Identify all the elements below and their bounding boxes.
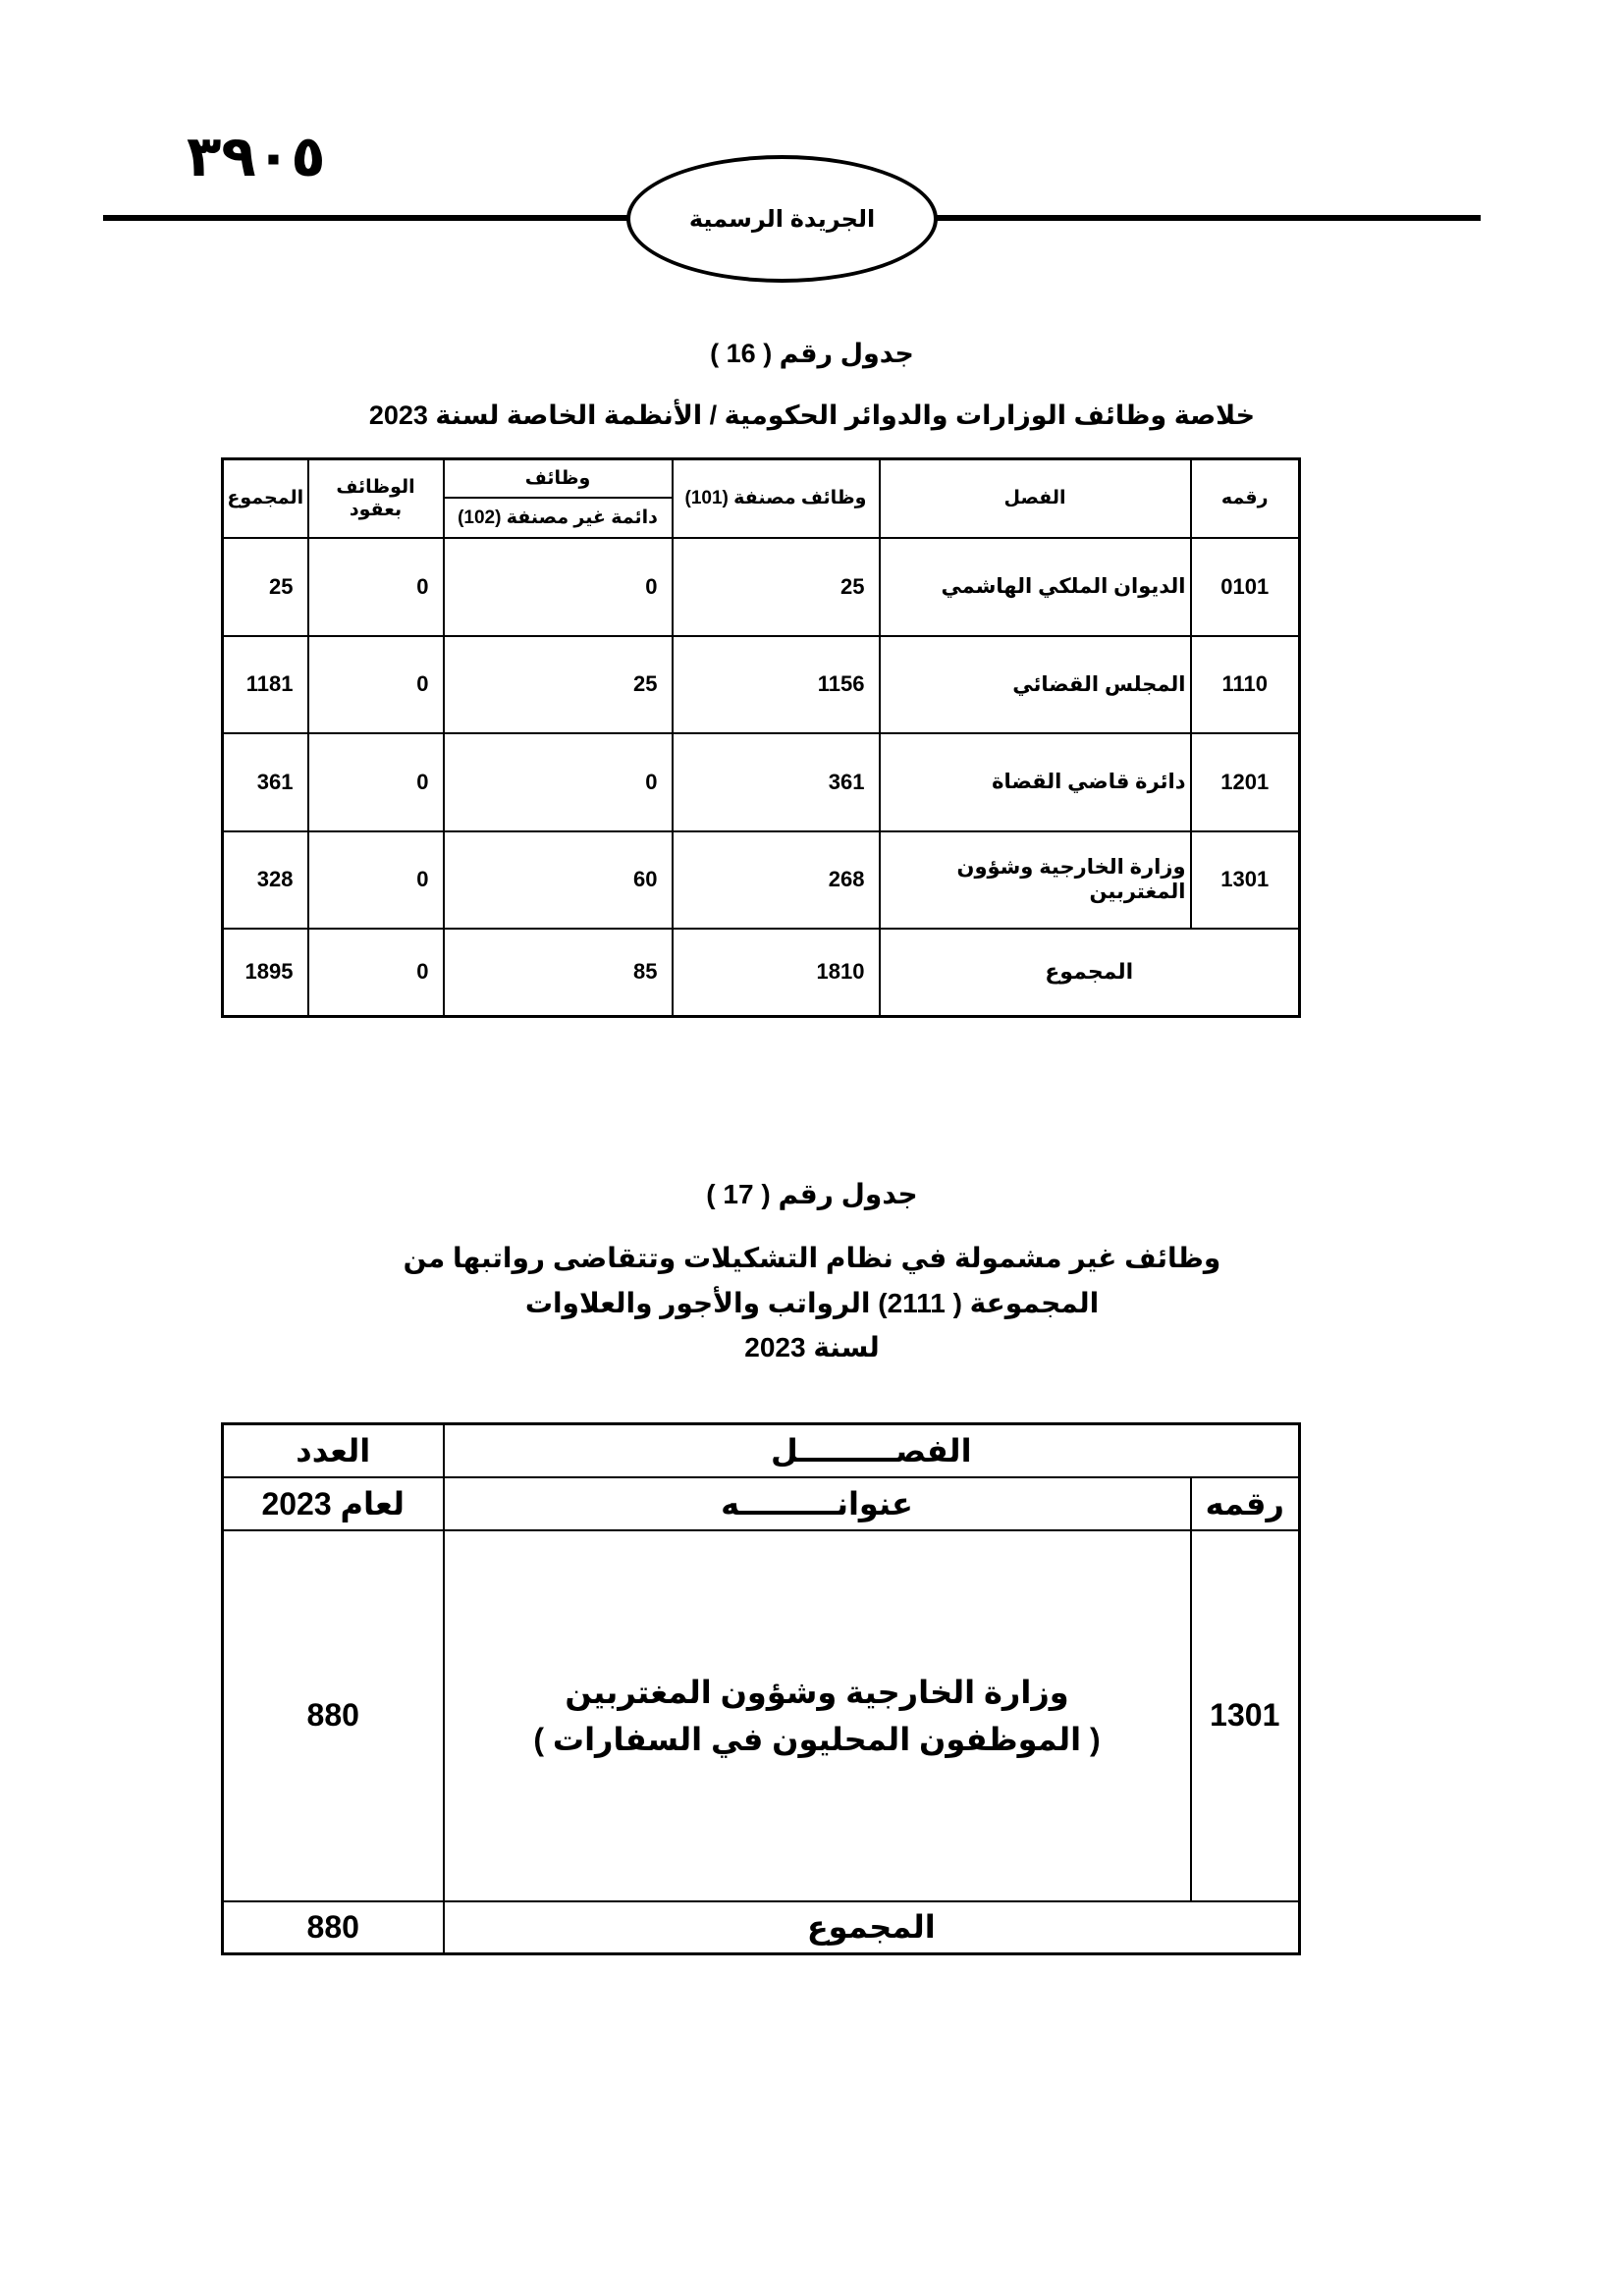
table17-title-line3: لسنة 2023 bbox=[744, 1332, 880, 1362]
cell-number: 1301 bbox=[1191, 831, 1300, 929]
totals-row bbox=[223, 929, 1300, 1017]
cell-unclassified: 25 bbox=[444, 636, 673, 733]
cell-number: 1301 bbox=[1191, 1530, 1300, 1901]
total-unclassified: 85 bbox=[444, 929, 673, 1017]
cell-count: 880 bbox=[223, 1530, 444, 1901]
cell-total: 328 bbox=[223, 831, 308, 929]
cell-unclassified: 0 bbox=[444, 733, 673, 831]
table-row bbox=[223, 831, 1300, 929]
total-count: 880 bbox=[223, 1901, 444, 1954]
header-contract: الوظائف بعقود bbox=[308, 459, 444, 538]
cell-total: 361 bbox=[223, 733, 308, 831]
cell-unclassified: 60 bbox=[444, 831, 673, 929]
table-header-row bbox=[223, 1477, 1300, 1530]
cell-contract: 0 bbox=[308, 831, 444, 929]
header-permanent-unclassified: دائمة غير مصنفة (102) bbox=[444, 498, 673, 538]
cell-contract: 0 bbox=[308, 733, 444, 831]
cell-chapter: وزارة الخارجية وشؤون المغتربين bbox=[880, 831, 1191, 929]
totals-label: المجموع bbox=[880, 929, 1300, 1017]
cell-chapter: المجلس القضائي bbox=[880, 636, 1191, 733]
table-header-row bbox=[223, 459, 1300, 498]
header-chapter: الفصل bbox=[880, 459, 1191, 538]
totals-label: المجموع bbox=[444, 1901, 1300, 1954]
cell-title-line1: وزارة الخارجية وشؤون المغتربين bbox=[565, 1674, 1069, 1710]
gazette-name-oval bbox=[626, 155, 938, 283]
total-total: 1895 bbox=[223, 929, 308, 1017]
gazette-name: الجريدة الرسمية bbox=[688, 205, 876, 233]
table-row bbox=[223, 733, 1300, 831]
header-number: رقمه bbox=[1191, 459, 1300, 538]
table17-title-line2: المجموعة ( 2111) الرواتب والأجور والعلاوات bbox=[524, 1288, 1100, 1318]
header-chapter: الفصـــــــــل bbox=[444, 1424, 1300, 1477]
cell-number: 0101 bbox=[1191, 538, 1300, 636]
table-header-row bbox=[223, 1424, 1300, 1477]
table-row bbox=[223, 636, 1300, 733]
cell-total: 25 bbox=[223, 538, 308, 636]
table16-title: خلاصة وظائف الوزارات والدوائر الحكومية / الأنظمة الخاصة لسنة 2023 bbox=[368, 400, 1256, 430]
header-total: المجموع bbox=[223, 459, 308, 538]
total-contract: 0 bbox=[308, 929, 444, 1017]
table-row bbox=[223, 538, 1300, 636]
table17 bbox=[221, 1422, 1301, 1955]
header-year: لعام 2023 bbox=[223, 1477, 444, 1530]
cell-classified: 25 bbox=[673, 538, 880, 636]
cell-total: 1181 bbox=[223, 636, 308, 733]
header-jobs: وظائف bbox=[444, 459, 673, 498]
cell-classified: 361 bbox=[673, 733, 880, 831]
table17-caption: جدول رقم ( 17 ) bbox=[706, 1179, 918, 1209]
cell-contract: 0 bbox=[308, 636, 444, 733]
cell-number: 1201 bbox=[1191, 733, 1300, 831]
page-number: ٣٩٠٥ bbox=[187, 125, 326, 188]
cell-unclassified: 0 bbox=[444, 538, 673, 636]
cell-classified: 1156 bbox=[673, 636, 880, 733]
table16-caption: جدول رقم ( 16 ) bbox=[710, 339, 914, 368]
cell-chapter: الديوان الملكي الهاشمي bbox=[880, 538, 1191, 636]
cell-title-line2: ( الموظفون المحليون في السفارات ) bbox=[533, 1721, 1101, 1757]
total-classified: 1810 bbox=[673, 929, 880, 1017]
cell-classified: 268 bbox=[673, 831, 880, 929]
cell-chapter: دائرة قاضي القضاة bbox=[880, 733, 1191, 831]
cell-title bbox=[444, 1530, 1191, 1901]
cell-number: 1110 bbox=[1191, 636, 1300, 733]
header-title: عنوانـــــــــه bbox=[444, 1477, 1191, 1530]
header-count: العدد bbox=[223, 1424, 444, 1477]
table-row bbox=[223, 1530, 1300, 1901]
table16 bbox=[221, 457, 1301, 1018]
table17-title-line1: وظائف غير مشمولة في نظام التشكيلات وتتقاضى رواتبها من bbox=[403, 1243, 1221, 1273]
header-classified: وظائف مصنفة (101) bbox=[673, 459, 880, 538]
header-number: رقمه bbox=[1191, 1477, 1300, 1530]
cell-contract: 0 bbox=[308, 538, 444, 636]
totals-row bbox=[223, 1901, 1300, 1954]
